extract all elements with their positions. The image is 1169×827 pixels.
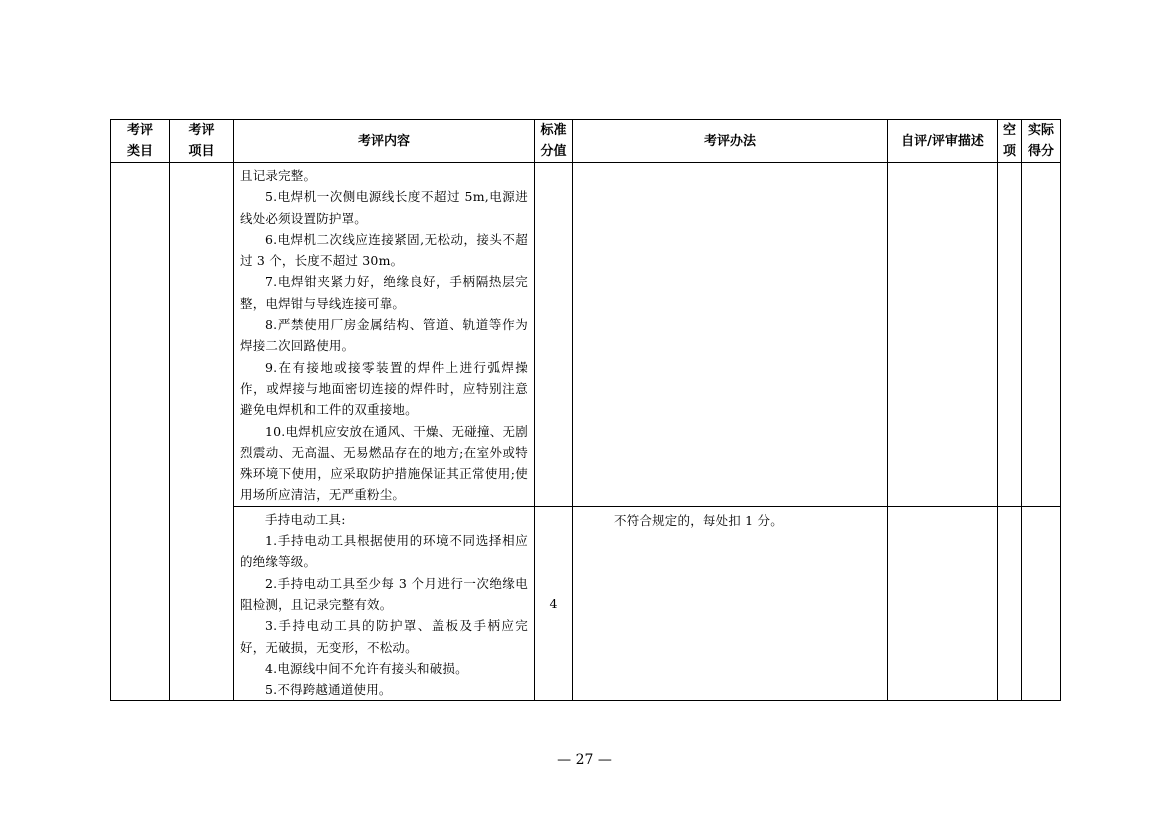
method-cell (573, 163, 888, 507)
header-blank: 空 项 (998, 120, 1022, 163)
content-line: 5.不得跨越通道使用。 (265, 682, 392, 698)
actual-score-cell (1022, 506, 1061, 701)
content-line: 8.严禁使用厂房金属结构、管道、轨道等作为焊接二次回路使用。 (240, 317, 528, 354)
header-content: 考评内容 (234, 120, 535, 163)
content-cell (234, 163, 535, 507)
content-line: 9.在有接地或接零装置的焊件上进行弧焊操作，或焊接与地面密切连接的焊件时，应特别注意避免电焊机和工件的双重接地。 (240, 359, 528, 418)
header-actual-score: 实际 得分 (1022, 120, 1061, 163)
header-score: 标准 分值 (535, 120, 573, 163)
score-cell (535, 163, 573, 507)
method-text: 不符合规定的，每处扣 1 分。 (614, 512, 783, 528)
content-line: 5.电焊机一次侧电源线长度不超过 5m,电源进线处必须设置防护罩。 (240, 189, 528, 226)
content-line: 1.手持电动工具根据使用的环境不同选择相应的绝缘等级。 (240, 533, 528, 570)
item-cell (170, 163, 234, 701)
evaluation-table (110, 119, 1061, 701)
table-row (111, 163, 1061, 507)
page-number: — 27 — (557, 752, 612, 768)
content-line: 3.手持电动工具的防护罩、盖板及手柄应完好，无破损，无变形，不松动。 (240, 618, 528, 655)
score-cell: 4 (535, 506, 573, 701)
header-item: 考评 项目 (170, 120, 234, 163)
category-cell (111, 163, 170, 701)
header-self-review: 自评/评审描述 (888, 120, 998, 163)
table-header-row (111, 120, 1061, 163)
content-line: 4.电源线中间不允许有接头和破损。 (265, 660, 468, 676)
self-review-cell (888, 506, 998, 701)
content-line: 2.手持电动工具至少每 3 个月进行一次绝缘电阻检测，且记录完整有效。 (240, 575, 528, 612)
content-line: 手持电动工具: (265, 511, 346, 527)
table-row (111, 506, 1061, 701)
method-cell (573, 506, 888, 701)
blank-cell (998, 163, 1022, 507)
content-line: 10.电焊机应安放在通风、干燥、无碰撞、无剧烈震动、无高温、无易燃品存在的地方;在室外或特殊环境下使用，应采取防护措施保证其正常使用;使用场所应清洁，无严重粉尘。 (240, 423, 528, 503)
header-category: 考评 类目 (111, 120, 170, 163)
content-cell (234, 506, 535, 701)
content-line: 7.电焊钳夹紧力好，绝缘良好，手柄隔热层完整，电焊钳与导线连接可靠。 (240, 274, 528, 311)
content-line: 6.电焊机二次线应连接紧固,无松动，接头不超过 3 个，长度不超过 30m。 (240, 231, 528, 269)
content-line: 且记录完整。 (240, 168, 317, 183)
header-method: 考评办法 (573, 120, 888, 163)
actual-score-cell (1022, 163, 1061, 507)
blank-cell (998, 506, 1022, 701)
self-review-cell (888, 163, 998, 507)
